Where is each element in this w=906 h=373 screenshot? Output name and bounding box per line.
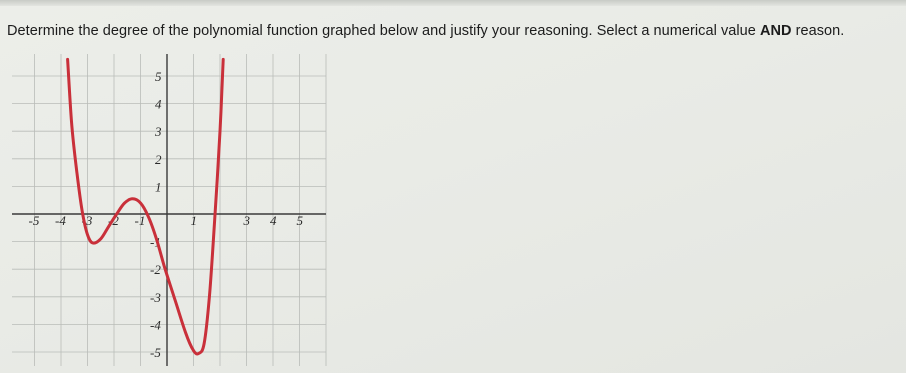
y-tick-label: -5 — [150, 345, 161, 360]
y-tick-label: -3 — [150, 289, 161, 305]
question-text — [7, 23, 844, 39]
x-tick-label: 4 — [270, 213, 277, 228]
y-tick-label: 1 — [155, 179, 162, 195]
x-tick-label: -4 — [55, 213, 66, 228]
y-tick-label: -4 — [150, 317, 161, 333]
x-tick-label: -1 — [134, 213, 146, 228]
y-tick-label: -1 — [150, 234, 161, 250]
question-suffix: reason. — [791, 23, 845, 39]
question-prefix: Determine the degree of the polynomial function graphed below and justify your reasoning. Select a numerical value — [7, 23, 760, 39]
x-tick-label: 1 — [190, 213, 197, 228]
grid-lines — [12, 54, 326, 366]
y-tick-label: -2 — [150, 262, 161, 278]
top-bar — [0, 0, 906, 6]
x-tick-label: -3 — [81, 213, 93, 228]
x-tick-label: 3 — [243, 213, 250, 228]
x-tick-label: 5 — [296, 213, 303, 228]
polynomial-graph — [0, 48, 330, 373]
question-emphasis: AND — [759, 23, 792, 39]
x-tick-label: -2 — [108, 213, 119, 228]
y-tick-label: 3 — [155, 124, 162, 140]
y-tick-label: 2 — [155, 151, 162, 167]
y-tick-label: 5 — [155, 69, 162, 84]
x-tick-label: -5 — [28, 213, 40, 228]
axes — [12, 54, 326, 366]
y-tick-label: 4 — [155, 96, 162, 112]
